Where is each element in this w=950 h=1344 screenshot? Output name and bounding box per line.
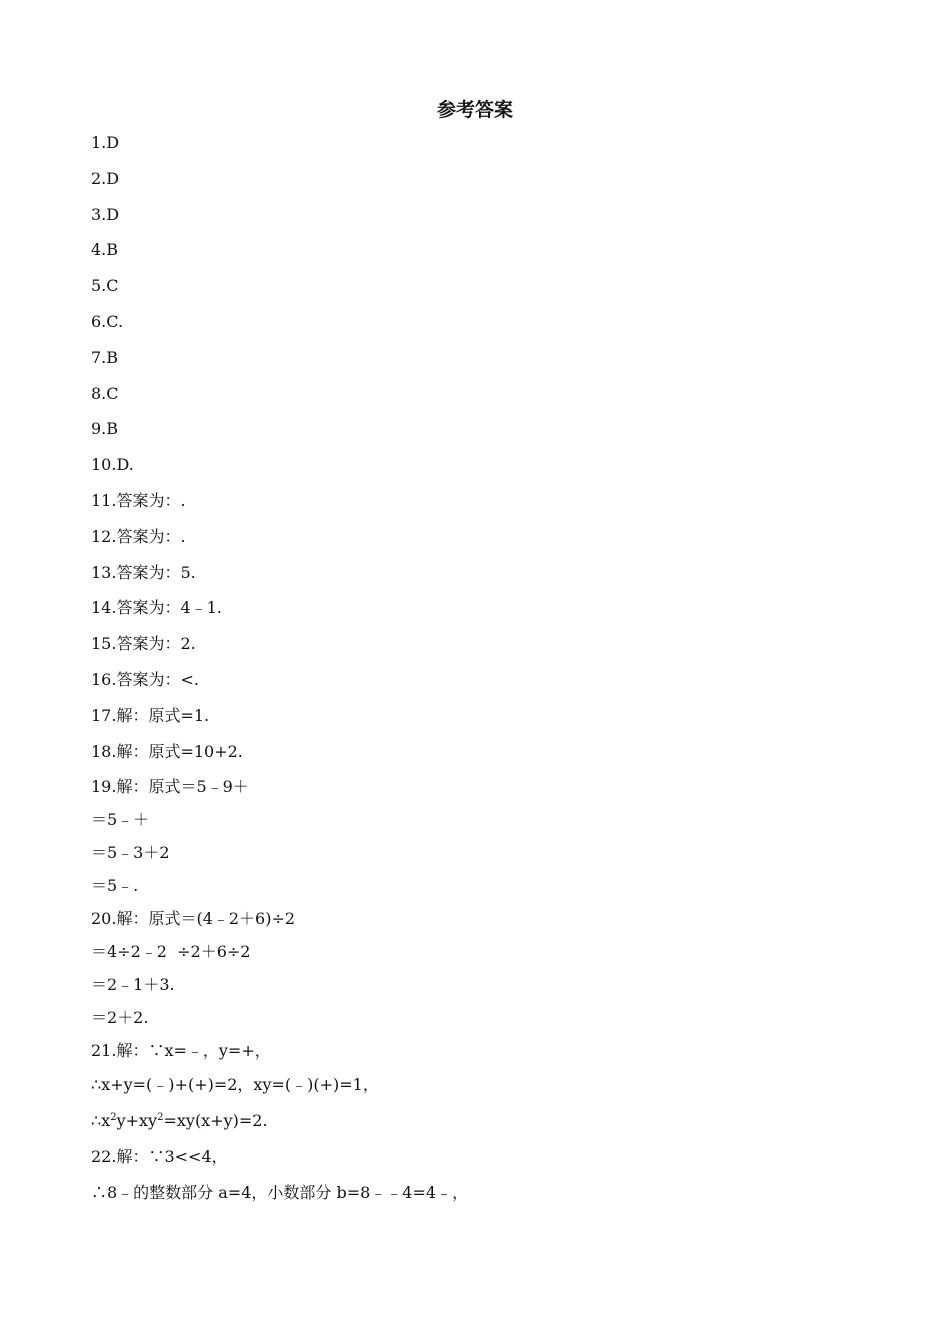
answer-line bbox=[91, 1110, 891, 1146]
answer-line: 17.解：原式=1. bbox=[91, 705, 210, 725]
answer-line: 19.解：原式＝5﹣9＋ bbox=[91, 777, 249, 797]
answer-line: 20.解：原式＝(4﹣2＋6)÷2 bbox=[91, 909, 296, 929]
answer-line: ＝5﹣. bbox=[91, 876, 139, 896]
answer-line: 18.解：原式=10+2. bbox=[91, 741, 243, 761]
answer-line: ∴x+y=(﹣)+(+)=2，xy=(﹣)(+)=1， bbox=[91, 1075, 379, 1095]
answer-line: 14.答案为：4﹣1. bbox=[91, 598, 222, 618]
formula-part: ∴x bbox=[91, 1111, 111, 1131]
answer-line: 22.解：∵3<<4， bbox=[91, 1146, 228, 1166]
answer-line: 3.D bbox=[91, 204, 120, 224]
answer-line: 6.C. bbox=[91, 311, 124, 331]
answer-line: 21.解：∵x=﹣，y=+， bbox=[91, 1041, 271, 1061]
formula-part: y+xy bbox=[116, 1111, 158, 1131]
answer-line: ∴8﹣的整数部分 a=4，小数部分 b=8﹣﹣4=4﹣， bbox=[91, 1182, 469, 1202]
answer-line: 1.D bbox=[91, 133, 120, 152]
exponent: 2 bbox=[157, 1112, 164, 1124]
answer-line: 16.答案为：<. bbox=[91, 669, 199, 689]
answer-line: 9.B bbox=[91, 419, 119, 439]
formula-part: =xy(x+y)=2. bbox=[163, 1111, 268, 1131]
page-title: 参考答案 bbox=[436, 99, 513, 121]
answer-line: ＝2﹣1＋3. bbox=[91, 975, 175, 995]
answer-line: ＝4÷2﹣2 ÷2＋6÷2 bbox=[91, 942, 251, 962]
answer-line: 8.C bbox=[91, 383, 119, 403]
answer-line: 5.C bbox=[91, 276, 119, 296]
answer-line: 15.答案为：2. bbox=[91, 634, 196, 654]
answer-line: 10.D. bbox=[91, 455, 134, 475]
answer-line: 4.B bbox=[91, 240, 119, 260]
answer-line: 7.B bbox=[91, 347, 119, 367]
answer-line: ＝5﹣＋ bbox=[91, 810, 150, 830]
exponent: 2 bbox=[110, 1112, 117, 1124]
answer-line: 11.答案为：. bbox=[91, 490, 186, 510]
answer-line: 2.D bbox=[91, 168, 120, 188]
answer-line: 12.答案为：. bbox=[91, 526, 186, 546]
answer-line: ＝5﹣3＋2 bbox=[91, 843, 170, 863]
answer-line: ＝2＋2. bbox=[91, 1008, 149, 1028]
answer-list bbox=[91, 132, 891, 1218]
answer-line: 13.答案为：5. bbox=[91, 562, 196, 582]
